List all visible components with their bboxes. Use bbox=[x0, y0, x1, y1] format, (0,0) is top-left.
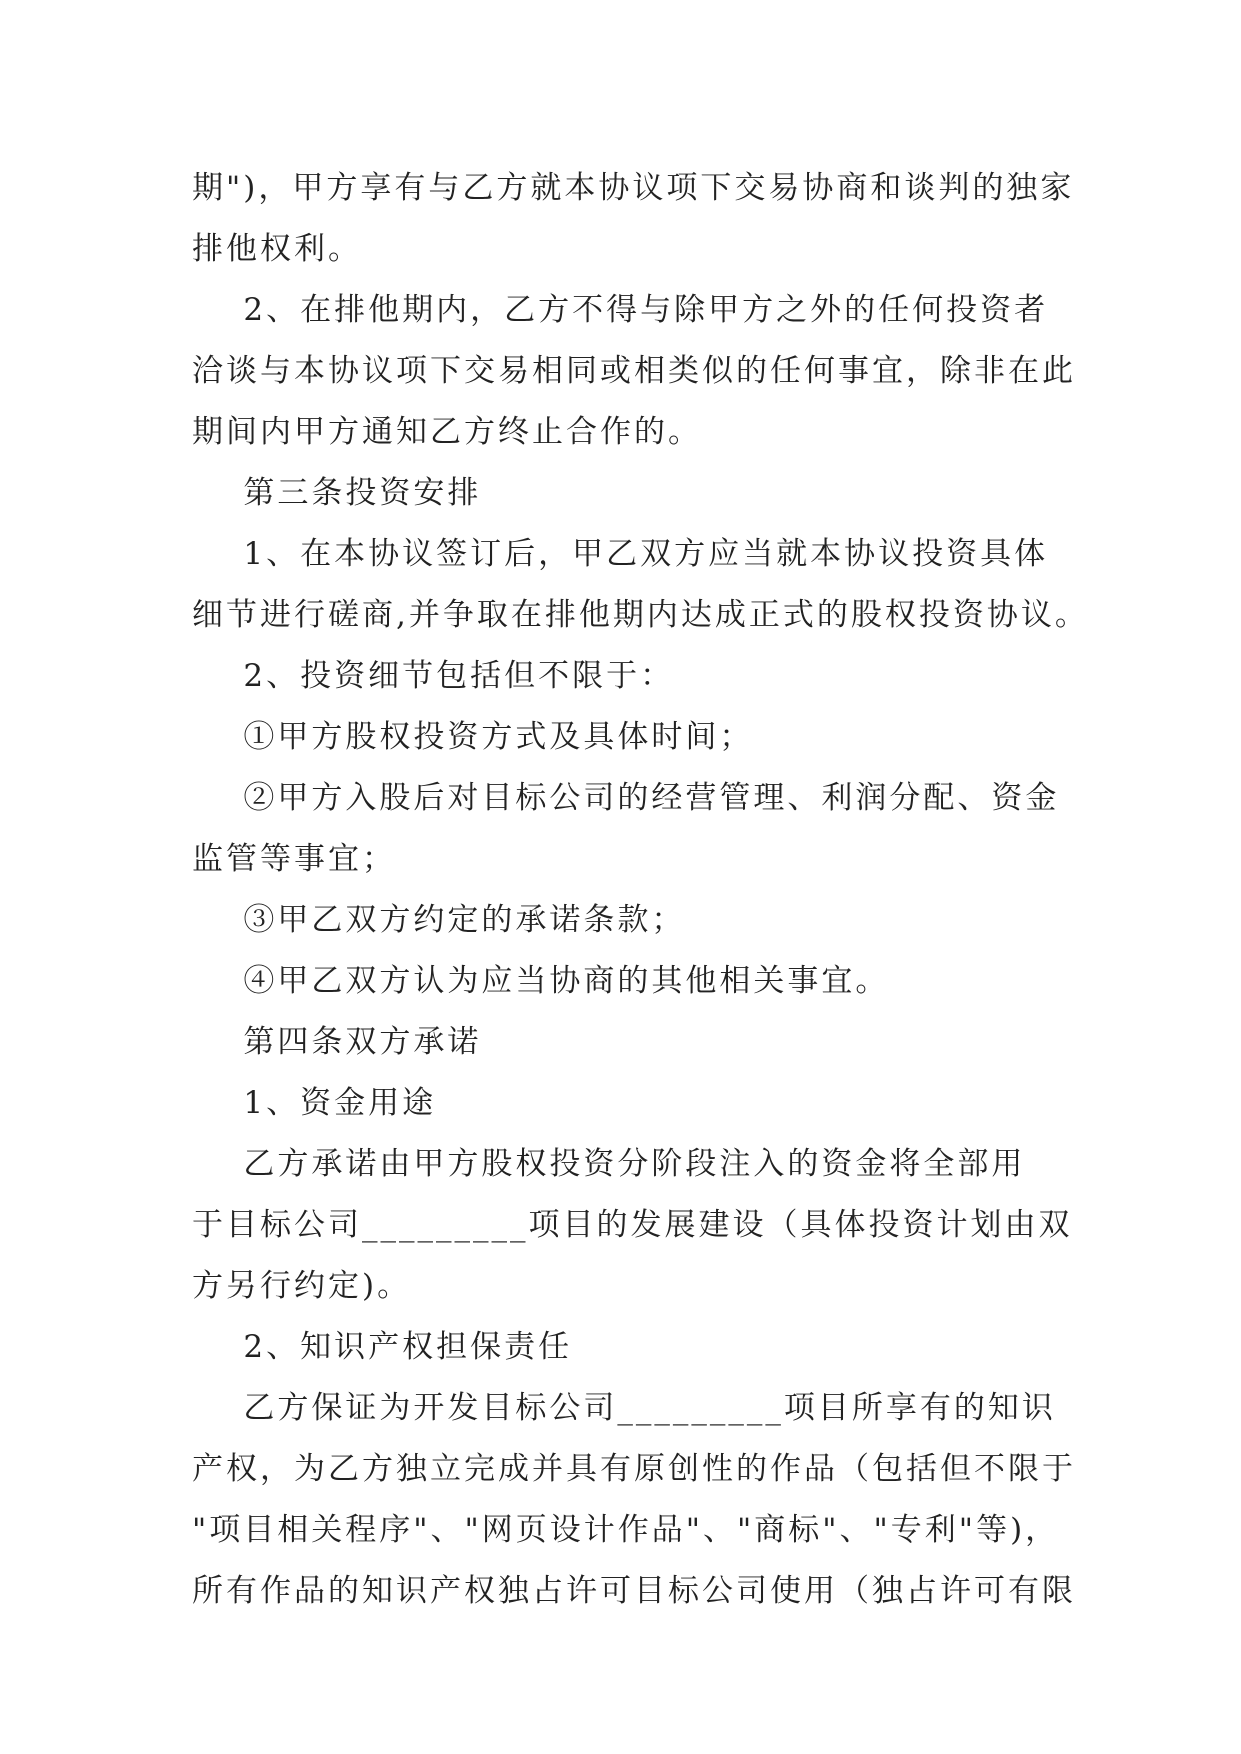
list-item: ③甲乙双方约定的承诺条款； bbox=[192, 902, 686, 938]
text-line: 排他权利。 bbox=[192, 231, 362, 267]
text-line: 期间内甲方通知乙方终止合作的。 bbox=[192, 414, 702, 450]
text-line: 洽谈与本协议项下交易相同或相类似的任何事宜，除非在此 bbox=[192, 353, 1076, 389]
list-item: ④甲乙双方认为应当协商的其他相关事宜。 bbox=[192, 963, 890, 999]
subsection-heading: 1、资金用途 bbox=[192, 1085, 437, 1121]
text-line: 乙方保证为开发目标公司_________项目所享有的知识 bbox=[192, 1390, 1056, 1426]
text-line: 乙方承诺由甲方股权投资分阶段注入的资金将全部用 bbox=[192, 1146, 1026, 1182]
text-line: 细节进行磋商,并争取在排他期内达成正式的股权投资协议。 bbox=[192, 597, 1089, 633]
text-line: 产权，为乙方独立完成并具有原创性的作品（包括但不限于 bbox=[192, 1451, 1076, 1487]
text-line: 1、在本协议签订后，甲乙双方应当就本协议投资具体 bbox=[192, 536, 1049, 572]
section-heading: 第三条投资安排 bbox=[192, 475, 482, 511]
document-body bbox=[192, 158, 1089, 1622]
text-line: "项目相关程序"、"网页设计作品"、"商标"、"专利"等)， bbox=[192, 1512, 1060, 1548]
text-line: 方另行约定)。 bbox=[192, 1268, 412, 1304]
text-line: 2、在排他期内，乙方不得与除甲方之外的任何投资者 bbox=[192, 292, 1049, 328]
list-item: ②甲方入股后对目标公司的经营管理、利润分配、资金 bbox=[192, 780, 1060, 816]
text-line: 2、投资细节包括但不限于： bbox=[192, 658, 675, 694]
text-line: 所有作品的知识产权独占许可目标公司使用（独占许可有限 bbox=[192, 1573, 1076, 1609]
list-item: ①甲方股权投资方式及具体时间； bbox=[192, 719, 754, 755]
text-line: 期")，甲方享有与乙方就本协议项下交易协商和谈判的独家 bbox=[192, 170, 1075, 206]
text-line: 监管等事宜； bbox=[192, 841, 396, 877]
subsection-heading: 2、知识产权担保责任 bbox=[192, 1329, 573, 1365]
section-heading: 第四条双方承诺 bbox=[192, 1024, 482, 1060]
text-line: 于目标公司_________项目的发展建设（具体投资计划由双 bbox=[192, 1207, 1073, 1243]
